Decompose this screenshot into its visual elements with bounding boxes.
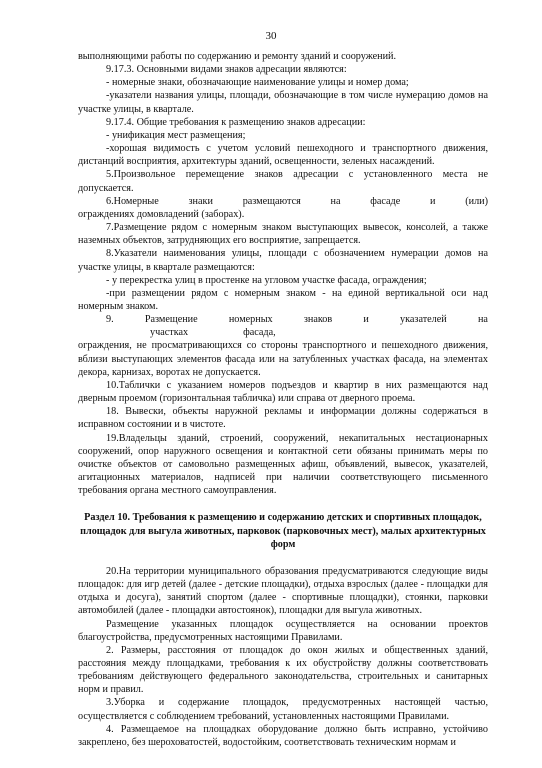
word: и [363,314,369,326]
word: знаки [188,195,213,207]
page-number: 30 [265,30,277,42]
word: размещаются [242,195,301,207]
word: на [330,195,341,207]
word: фасаде [370,195,401,207]
word: и [430,195,436,207]
paragraph: выполняющими работы по содержанию и ремонту зданий и сооружений. [78,51,397,62]
paragraph: -хорошая видимость с учетом условий пешеходного и транспортного движения, дистанций восприятия, архитектуры зданий, освещенности, зеленых насаждений. [78,143,488,168]
word: на [477,314,488,326]
paragraph-9-subline [78,326,488,339]
paragraph: 20.На территории муниципального образования предусматриваются следующие виды площадок: для игр детей (далее - детские площадки), отдыха взрослых (далее - площадки для отдыха и досуга), занятий спортом (далее - спортивные площадки), стоянки, парковки автомобилей (далее - площадки автостоянок), площадки для выгула животных. [78,565,488,617]
word: знаков [303,314,333,326]
paragraph: 3.Уборка и содержание площадок, предусмотренных настоящей частью, осуществляется с соблюдением требований, установленных настоящими Правилами. [78,697,488,722]
paragraph: - номерные знаки, обозначающие наименование улицы и номер дома; [106,77,409,89]
section-heading: Раздел 10. Требования к размещению и содержанию детских и спортивных площадок, площадок для выгула животных, парковок (парковочных мест), малых архитектурных форм [80,512,486,550]
paragraph: 2. Размеры, расстояния от площадок до окон жилых и общественных зданий, расстояния между площадками, требования к их обустройству должны соответствовать требованиям действующего федерального законодательства, строительных и санитарных норм и правил. [78,644,488,696]
word: 6.Номерные [106,195,159,207]
word: указателей [400,314,447,326]
paragraph: -указатели названия улицы, площади, обозначающие в том числе нумерацию домов на участке улицы, в квартале. [78,90,488,115]
word: (или) [465,195,488,207]
paragraph: ограждения, не просматривающихся со стороны транспортного и пешеходного движения, вблизи выступающих элементов фасада или на затубленных участках фасада, на элементах декора, карнизах, воротах не допускается. [78,340,488,378]
paragraph: ограждениях домовладений (заборах). [78,208,245,220]
paragraph: 8.Указатели наименования улицы, площади с обозначением нумерации домов на участке улицы, в квартале размещаются: [78,248,488,273]
paragraph: 5.Произвольное перемещение знаков адресации с установленного места не допускается. [78,169,488,194]
paragraph: 10.Таблички с указанием номеров подъездов и квартир в них размещаются над дверным проемом (горизонтальная табличка) или справа от дверного проема. [78,379,488,405]
paragraph: 9.17.4. Общие требования к размещению знаков адресации: [106,116,366,128]
paragraph: 9.17.3. Основными видами знаков адресации являются: [106,64,347,76]
paragraph-9-line [78,313,488,326]
paragraph: -при размещении рядом с номерным знаком - на единой вертикальной оси над номерным знаком. [78,287,488,312]
word: участках [150,327,189,339]
word: номерных [228,314,273,326]
paragraph: - унификация мест размещения; [106,129,246,141]
paragraph: - у перекрестка улиц в простенке на угловом участке фасада, ограждения; [106,274,427,286]
paragraph-6-line [78,195,488,208]
paragraph: Размещение указанных площадок осуществляется на основании проектов благоустройства, предусмотренных настоящими Правилами. [78,618,488,643]
paragraph: 18. Вывески, объекты наружной рекламы и информации должны содержаться в исправном состоянии и в чистоте. [78,406,488,431]
word: 9. [106,314,114,326]
paragraph: 7.Размещение рядом с номерным знаком выступающих вывесок, консолей, а также наземных объектов, затрудняющих его восприятие, запрещается. [78,222,488,247]
word: фасада, [243,327,276,339]
paragraph: 19.Владельцы зданий, строений, сооружений, некапитальных нестационарных сооружений, опор наружного освещения и контактной сети обязаны принимать меры по очистке объектов от самовольно размещенных афиш, объявлений, вывесок, указателей, агитационных материалов, надписей при наличии соответствующего письменного требования органа местного самоуправления. [78,432,488,497]
document-body [78,50,488,749]
paragraph: 4. Размещаемое на площадках оборудование должно быть исправно, устойчиво закреплено, без шероховатостей, водостойким, соответствовать техническим нормам и [78,723,488,748]
word: Размещение [144,314,198,326]
